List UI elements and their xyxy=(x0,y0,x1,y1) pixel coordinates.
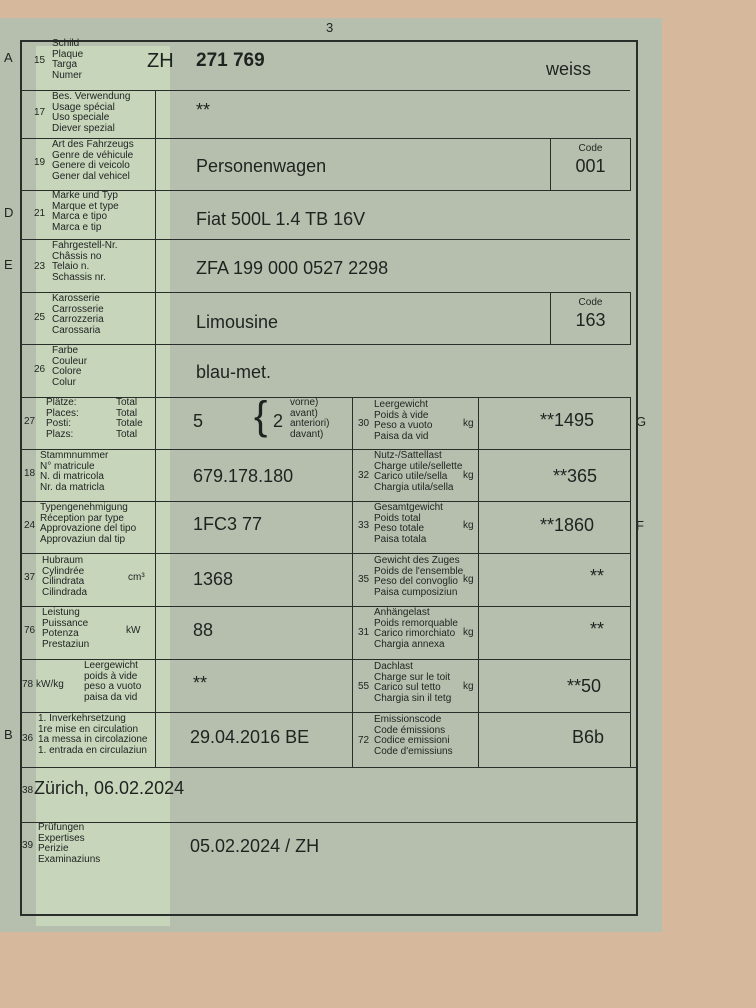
seats-label: Plätze: Places: Posti: Plazs: xyxy=(46,397,79,440)
issue-place-date: Zürich, 06.02.2024 xyxy=(34,778,185,798)
power-value: 88 xyxy=(193,620,214,640)
field-number: 33 xyxy=(358,520,370,531)
brace-icon: { xyxy=(254,394,268,438)
curb-weight-value: **1495 xyxy=(540,410,595,430)
field-number: 24 xyxy=(24,520,36,531)
unit: kg xyxy=(463,470,474,481)
seats-front: 2 xyxy=(273,411,284,431)
type-approval-value: 1FC3 77 xyxy=(193,514,263,534)
unit: kg xyxy=(463,681,474,692)
vehicle-type-code-box xyxy=(550,138,631,191)
side-letter-g: G xyxy=(636,414,647,429)
roof-load-label: Dachlast Charge sur le toit Carico sul tetto Chargia sin il tetg xyxy=(374,661,452,704)
field-number: 15 xyxy=(34,55,46,66)
field-number: 78 xyxy=(22,679,34,690)
first-registration-value: 29.04.2016 BE xyxy=(190,727,310,747)
total-weight-label: Gesamtgewicht Poids total Peso totale Paisa totala xyxy=(374,502,443,545)
curb-weight-label: Leergewicht Poids à vide Peso a vuoto Paisa da vid xyxy=(374,399,433,442)
emission-code-value: B6b xyxy=(572,727,605,747)
unit: kg xyxy=(463,520,474,531)
vehicle-type-label: Art des Fahrzeugs Genre de véhicule Genere di veicolo Gener dal vehicel xyxy=(52,139,134,182)
train-weight-label: Gewicht des Zuges Poids de l'ensemble Peso del convoglio Paisa cumposiziun xyxy=(374,555,464,598)
inspection-value: 05.02.2024 / ZH xyxy=(190,836,320,856)
code-label: Code xyxy=(578,143,603,154)
master-number-label: Stammnummer N° matricule N. di matricola Nr. da matricla xyxy=(40,450,109,493)
field-number: 27 xyxy=(24,416,36,427)
towing-load-value: ** xyxy=(590,619,605,639)
body-code: 163 xyxy=(575,310,606,330)
chassis-value: ZFA 199 000 0527 2298 xyxy=(196,258,389,278)
vehicle-type-code: 001 xyxy=(575,156,606,176)
page-number: 3 xyxy=(326,20,334,35)
body-code-box xyxy=(550,292,631,345)
field-number: 76 xyxy=(24,625,36,636)
chassis-label: Fahrgestell-Nr. Châssis no Telaio n. Schassis nr. xyxy=(52,240,118,283)
side-letter-d: D xyxy=(4,205,14,220)
side-letter-b: B xyxy=(4,727,13,742)
vehicle-type-value: Personenwagen xyxy=(196,156,327,176)
field-number: 30 xyxy=(358,418,370,429)
seats-total: 5 xyxy=(193,411,204,431)
color-label: Farbe Couleur Colore Colur xyxy=(52,345,88,388)
power-weight-label: Leergewicht poids à vide peso a vuoto paisa da vid xyxy=(84,660,142,703)
canton: ZH xyxy=(147,50,174,72)
field-number: 36 xyxy=(22,733,34,744)
unit: kg xyxy=(463,574,474,585)
power-label: Leistung Puissance Potenza Prestaziun xyxy=(42,607,90,650)
field-number: 21 xyxy=(34,208,46,219)
code-label: Code xyxy=(578,297,603,308)
body-label: Karosserie Carrosserie Carrozzeria Carossaria xyxy=(52,293,104,336)
field-number: 26 xyxy=(34,364,46,375)
field-number: 19 xyxy=(34,157,46,168)
type-approval-label: Typengenehmigung Réception par type Approvazione del tipo Approvaziun dal tip xyxy=(40,502,137,545)
master-number-value: 679.178.180 xyxy=(193,466,294,486)
payload-value: **365 xyxy=(553,466,598,486)
payload-label: Nutz-/Sattellast Charge utile/sellette Carico utile/sella Chargia utila/sella xyxy=(374,450,463,493)
plate-color: weiss xyxy=(546,59,592,79)
unit: kg xyxy=(463,627,474,638)
total-weight-value: **1860 xyxy=(540,515,595,535)
plate-number: 271 769 xyxy=(196,50,265,71)
unit: cm³ xyxy=(128,572,145,583)
unit: kg xyxy=(463,418,474,429)
first-registration-label: 1. Inverkehrsetzung 1re mise en circulation 1a messa in circolazione 1. entrada en circulaziun xyxy=(38,713,148,756)
front-label: vorne) avant) anteriori) davant) xyxy=(290,397,330,440)
body-value: Limousine xyxy=(196,312,279,332)
side-letter-e: E xyxy=(4,257,13,272)
displacement-value: 1368 xyxy=(193,569,234,589)
field-number: 25 xyxy=(34,312,46,323)
plate-label: Schild Plaque Targa Numer xyxy=(52,38,84,81)
field-number: 39 xyxy=(22,840,34,851)
field-number: 23 xyxy=(34,261,46,272)
make-type-value: Fiat 500L 1.4 TB 16V xyxy=(196,209,366,229)
field-number: 32 xyxy=(358,470,370,481)
unit: kW/kg xyxy=(36,679,64,690)
unit: kW xyxy=(126,625,141,636)
seats-total-label: Total Total Totale Total xyxy=(116,397,143,440)
inspection-label: Prüfungen Expertises Perizie Examinaziuns xyxy=(38,822,101,865)
field-number: 31 xyxy=(358,627,370,638)
displacement-label: Hubraum Cylindrée Cilindrata Cilindrada xyxy=(42,555,88,598)
field-number: 37 xyxy=(24,572,36,583)
towing-load-label: Anhängelast Poids remorquable Carico rimorchiato Chargia annexa xyxy=(374,607,458,650)
special-use-value: ** xyxy=(196,100,211,120)
field-number: 17 xyxy=(34,107,46,118)
make-type-label: Marke und Typ Marque et type Marca e tipo Marca e tip xyxy=(52,190,119,233)
special-use-label: Bes. Verwendung Usage spécial Uso speciale Diever spezial xyxy=(52,91,131,134)
field-number: 18 xyxy=(24,468,36,479)
roof-load-value: **50 xyxy=(567,676,602,696)
train-weight-value: ** xyxy=(590,566,605,586)
emission-code-label: Emissionscode Code émissions Codice emissioni Code d'emissiuns xyxy=(374,714,453,757)
side-letter-f: F xyxy=(636,518,644,533)
field-number: 55 xyxy=(358,681,370,692)
color-value: blau-met. xyxy=(196,362,272,382)
field-number: 72 xyxy=(358,735,370,746)
field-number: 35 xyxy=(358,574,370,585)
power-weight-value: ** xyxy=(193,673,208,693)
field-number: 38 xyxy=(22,785,34,796)
side-letter-a: A xyxy=(4,50,13,65)
